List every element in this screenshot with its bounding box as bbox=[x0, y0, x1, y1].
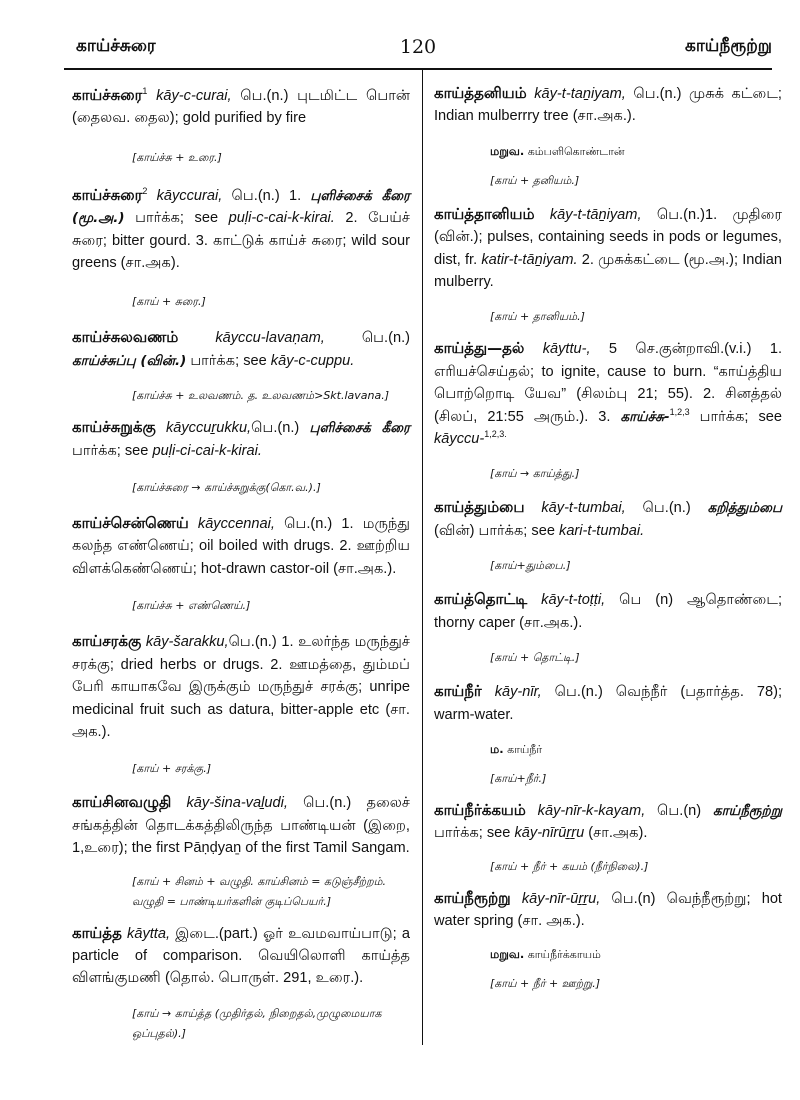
dictionary-entry bbox=[72, 922, 410, 990]
definition: பெ.(n.) முசுக் கட்டை; Indian mulberrry tree (சா.அக.). bbox=[434, 86, 782, 125]
header-last-word: காய்நீரூற்று bbox=[685, 36, 772, 56]
dictionary-entry bbox=[434, 203, 782, 294]
etymology: [காய் → காய்த்த (முதிர்தல், நிறைதல்,முழுமையாக ஒப்புதல்).] bbox=[132, 1006, 382, 1040]
definition: இடை.(part.) ஓர் உவமவாய்பாடு; a particle of comparison. வெயிலொளி காய்த்த விளங்குமணி (தொல். பொருள். 291, உரை.). bbox=[72, 925, 411, 987]
dictionary-entry bbox=[434, 799, 782, 845]
etymology: [காய் → காய்த்து.] bbox=[490, 467, 580, 481]
dictionary-entry bbox=[72, 512, 410, 580]
cross-reference: காய்ச்சுப்பு (வின்.) bbox=[72, 352, 187, 369]
transliteration: kāy-t-toṭṭi, bbox=[541, 592, 606, 609]
headword: காய்த்து—தல் bbox=[434, 339, 525, 358]
definition: பார்க்க; see bbox=[124, 210, 229, 227]
dictionary-entry bbox=[72, 184, 410, 275]
transliteration: kāy-nīr, bbox=[494, 684, 542, 701]
dictionary-entry bbox=[434, 337, 782, 450]
definition: பெ.(n.) 1. மருந்து கலந்த எண்ணெய்; oil boiled with drugs. 2. ஊற்றிய விளக்கெண்ணெய்; hot-drawn castor-oil (சா.அக.). bbox=[72, 516, 410, 577]
right-column bbox=[434, 78, 782, 994]
transliteration: kāyccu- bbox=[434, 431, 485, 448]
transliteration: kāy-t-tāṉiyam, bbox=[549, 206, 642, 223]
transliteration: kāy-šarakku, bbox=[145, 634, 229, 651]
dictionary-entry bbox=[434, 588, 782, 634]
definition: பெ.(n.) 1. உலர்ந்த மருந்துச் சரக்கு; dried herbs or drugs. 2. ஊமத்தை, தும்மப் பேரி காயாகவே இருக்கும் மருந்துச் சரக்கு; unripe medicinal fruit such as datura, bitter-apple etc (சா. அக.). bbox=[72, 634, 410, 740]
transliteration: kāyccurai, bbox=[156, 187, 223, 204]
definition: பார்க்க; see bbox=[689, 408, 782, 425]
transliteration: kāy-c-curai, bbox=[156, 88, 232, 104]
definition: பெ.(n.) bbox=[625, 500, 708, 517]
sense-superscript: 1,2,3 bbox=[669, 406, 690, 417]
headword: காய்த்தனியம் bbox=[434, 84, 527, 102]
transliteration: kari-t-tumbai. bbox=[559, 522, 645, 539]
synonym-label: மறுவ. bbox=[490, 946, 525, 961]
definition: பெ.(n.) bbox=[251, 420, 310, 437]
transliteration: kāy-nīrūṟṟu bbox=[514, 825, 585, 842]
cross-reference: புளிச்சைக் கீரை (மூ.அ.) bbox=[72, 187, 410, 227]
etymology: [காய்ச்சு + உலவணம். த. உலவணம்>Skt.lavana.] bbox=[132, 389, 390, 403]
synonym-text: காய்நீர்க்காயம் bbox=[524, 947, 601, 961]
headword: காய்ச்சுலவணம் bbox=[72, 328, 179, 347]
transliteration: kāyccennai, bbox=[197, 516, 275, 533]
etymology: [காய்ச்சு + எண்ணெய்.] bbox=[132, 599, 251, 613]
etymology: [காய் + சினம் + வழுதி. காய்சினம் = கடுஞ்சீற்றம். வழுதி = பாண்டியர்களின் குடிப்பெயர்.] bbox=[132, 874, 386, 908]
definition: பெ.(n) வெந்நீரூற்று; hot water spring (சா. அக.). bbox=[434, 890, 782, 930]
definition: பெ.(n.) bbox=[324, 330, 410, 347]
transliteration: kāy-c-cuppu. bbox=[270, 352, 355, 369]
synonym-note bbox=[434, 945, 782, 964]
definition: பார்க்க; see bbox=[186, 352, 271, 369]
transliteration: kāy-šina-vaḻudi, bbox=[186, 795, 288, 812]
dictionary-entry bbox=[72, 326, 410, 372]
headword: காய்த்த bbox=[72, 923, 122, 942]
transliteration: kāy-t-tumbai, bbox=[541, 500, 626, 517]
etymology: [காய் + தொட்டி.] bbox=[490, 651, 580, 665]
headword: காய்சரக்கு bbox=[72, 632, 142, 651]
transliteration: kāyccu-lavaṇam, bbox=[215, 330, 325, 347]
column-divider bbox=[422, 70, 423, 1045]
page-number: 120 bbox=[399, 36, 437, 58]
definition: பெ.(n.) வெந்நீர் (பதார்த்த. 78); warm-water. bbox=[434, 684, 782, 723]
etymology: [காய்ச்சுரை → காய்ச்சுறுக்கு(கொ.வ.).] bbox=[132, 481, 321, 495]
definition: பார்க்க; see bbox=[434, 825, 515, 842]
etymology: [காய் + தனியம்.] bbox=[490, 173, 580, 187]
dictionary-entry bbox=[434, 496, 782, 542]
headword: காய்த்தானியம் bbox=[434, 204, 535, 223]
dictionary-entry bbox=[434, 82, 782, 128]
cognate-label: ம. bbox=[490, 741, 504, 756]
definition: பெ (n) ஆதொண்டை; thorny caper (சா.அக.). bbox=[434, 592, 782, 631]
page-header bbox=[64, 32, 772, 68]
etymology: [காய்ச்சு + உரை.] bbox=[132, 150, 222, 164]
definition: 2. பேய்ச் சுரை; bitter gourd. 3. காட்டுக் காய்ச் சுரை; wild sour greens (சா.அக). bbox=[72, 210, 410, 272]
transliteration: kāy-t-taṉiyam, bbox=[534, 86, 626, 102]
definition: பெ.(n.) புடமிட்ட பொன் (தைலவ. தைல); gold purified by fire bbox=[72, 88, 410, 127]
headword: காய்த்தொட்டி bbox=[434, 590, 528, 609]
definition: பெ.(n.)1. முதிரை (வின்.); pulses, containing seeds in pods or legumes, dist, fr. bbox=[434, 206, 782, 268]
sense-superscript: 1,2,3. bbox=[484, 429, 507, 440]
headword: காய்ச்சுரை bbox=[72, 185, 143, 204]
definition: 2. முசுக்கட்டை (மூ.அ.); Indian mulberry. bbox=[434, 251, 782, 291]
dictionary-entry bbox=[72, 791, 410, 859]
cognate-text: காய்நீர் bbox=[503, 742, 543, 756]
header-rule bbox=[64, 68, 772, 70]
dictionary-entry bbox=[434, 887, 782, 933]
headword: காய்த்தும்பை bbox=[434, 498, 525, 517]
definition: (சா.அக). bbox=[584, 825, 648, 842]
transliteration: katir-t-tāṉiyam. bbox=[481, 251, 578, 268]
definition: பார்க்க; see bbox=[72, 442, 153, 459]
headword: காய்ச்சென்ணெய் bbox=[72, 514, 189, 533]
transliteration: puḷi-c-cai-k-kirai. bbox=[228, 210, 335, 227]
definition: பெ.(n.) 1. bbox=[222, 187, 311, 204]
headword: காய்நீர் bbox=[434, 682, 482, 701]
definition: 5 செ.குன்றாவி.(v.i.) 1. எரியச்செய்தல்; to ignite, cause to burn. “காய்த்திய பொற்றொடி யேவ” (சிலம்பு 21; 55). 2. சினத்தல் (சிலப், 21:55 அரும்.). 3. bbox=[434, 341, 783, 425]
headword-superscript: 1 bbox=[142, 86, 148, 97]
cognate-note bbox=[434, 740, 782, 759]
definition: பெ.(n) bbox=[645, 802, 713, 819]
definition: பெ.(n.) தலைச் சங்கத்தின் தொடக்கத்திலிருந்த பாண்டியன் (இறை, 1,உரை); the first Pāṇḍyaṉ of the first Tamil Sangam. bbox=[72, 795, 410, 857]
synonym-label: மறுவ. bbox=[490, 143, 525, 158]
headword-superscript: 2 bbox=[142, 185, 148, 196]
headword: காய்நீர்க்கயம் bbox=[434, 800, 526, 819]
cross-reference: புளிச்சைக் கீரை bbox=[309, 420, 411, 437]
headword: காய்ச்சுரை bbox=[72, 86, 143, 104]
dictionary-entry bbox=[434, 680, 782, 726]
headword: காய்நீரூற்று bbox=[434, 888, 511, 907]
dictionary-entry bbox=[72, 416, 410, 462]
transliteration: kāy-nīr-ūṟṟu, bbox=[521, 890, 601, 907]
cross-reference: காய்ச்சு- bbox=[620, 408, 670, 425]
headword: காய்சினவழுதி bbox=[72, 793, 172, 812]
cross-reference: காய்நீரூற்று bbox=[712, 802, 782, 819]
transliteration: puḷi-ci-cai-k-kirai. bbox=[152, 442, 262, 459]
dictionary-entry bbox=[72, 630, 410, 743]
transliteration: kāyccuṟukku, bbox=[165, 420, 252, 437]
etymology: [காய் + சுரை.] bbox=[132, 295, 206, 309]
etymology: [காய்+தும்பை.] bbox=[490, 559, 571, 573]
synonym-text: கம்பளிகொண்டான் bbox=[524, 144, 625, 158]
etymology: [காய் + நீர் + ஊற்று.] bbox=[490, 976, 601, 990]
header-first-word: காய்ச்சுரை bbox=[76, 36, 156, 56]
transliteration: kāyttu-, bbox=[542, 341, 591, 358]
etymology: [காய் + தானியம்.] bbox=[490, 310, 585, 324]
left-column bbox=[72, 78, 410, 1044]
transliteration: kāy-nīr-k-kayam, bbox=[537, 802, 646, 819]
transliteration: kāytta, bbox=[127, 925, 171, 942]
definition: (வின்) பார்க்க; see bbox=[434, 522, 560, 539]
dictionary-entry bbox=[72, 84, 410, 130]
etymology: [காய்+நீர்.] bbox=[490, 771, 547, 785]
headword: காய்ச்சுறுக்கு bbox=[72, 418, 156, 437]
cross-reference: கறித்தும்பை bbox=[707, 500, 782, 517]
etymology: [காய் + சரக்கு.] bbox=[132, 762, 212, 776]
synonym-note bbox=[434, 142, 782, 161]
etymology: [காய் + நீர் + கயம் (நீர்நிலை).] bbox=[490, 859, 649, 873]
